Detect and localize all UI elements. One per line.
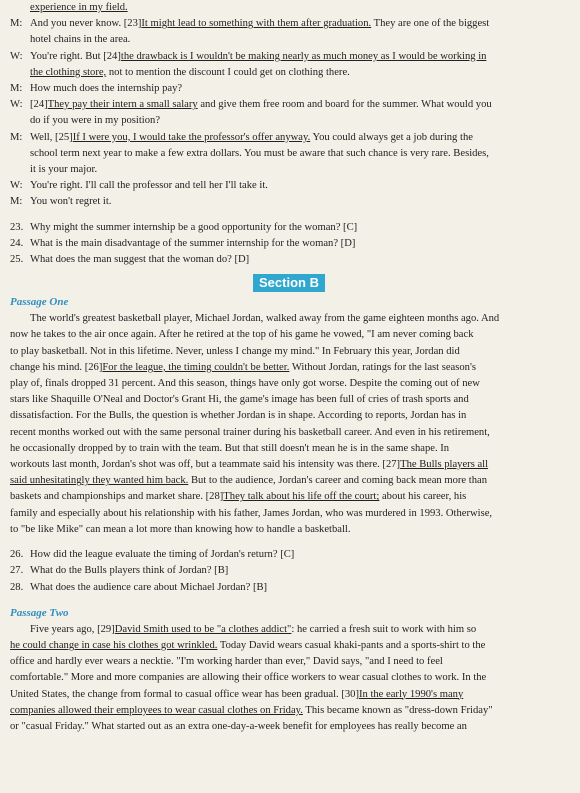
underlined-answer-text: They talk about his life off the court; (223, 491, 380, 503)
passage-line (10, 522, 568, 538)
text-run: family and especially about his relationship with his father, James Jordan, who was murdered in 1993. Otherwise, (10, 507, 493, 519)
underlined-answer-text: he could change in case his clothes got wrinkled. (10, 639, 218, 651)
passage-line (10, 687, 568, 703)
passage-two-text (10, 622, 568, 735)
text-run: Five years ago, [29] (30, 623, 115, 635)
question-number: 28. (10, 581, 24, 593)
text-run: do if you were in my position? (30, 115, 161, 127)
question-text: What does the man suggest that the woman do? [D] (30, 254, 250, 266)
text-run: stars like Shaquille O'Neal and Doctor's Grant Hi, the game's image has been full of cries of trash sports and (10, 394, 469, 406)
passage-line (10, 311, 568, 327)
text-run: baskets and championships and market share. [28] (10, 491, 224, 503)
text-run: to play basketball. Not in this lifetime. Never, unless I change my mind." In February this year, Jordan did (10, 345, 460, 357)
question-text: How did the league evaluate the timing of Jordan's return? [C] (30, 549, 295, 561)
passage-line (10, 327, 568, 343)
text-run: The world's greatest basketball player, Michael Jordan, walked away from the game eighteen months ago. And (30, 313, 500, 325)
speaker-label: W: (10, 50, 23, 62)
dialogue-line (10, 146, 568, 162)
text-run: and give them free room and board for the summer. What would you (197, 99, 492, 111)
speaker-label: M: (10, 131, 23, 143)
text-run: now he takes to the air once again. After he retired at the top of his game he vowed, "I am never coming back (10, 329, 474, 341)
question-item (10, 252, 568, 268)
question-text: Why might the summer internship be a good opportunity for the woman? [C] (30, 221, 358, 233)
question-item (10, 220, 568, 236)
question-item (10, 563, 568, 579)
text-run: United States, the change from formal to casual office wear has been gradual. [30] (10, 688, 359, 700)
text-run: They are one of the biggest (371, 18, 490, 30)
dialogue-block (10, 0, 568, 211)
text-run: [24] (30, 99, 48, 111)
questions-section-a (10, 220, 568, 269)
text-run: it is your major. (30, 164, 98, 176)
passage-line (10, 654, 568, 670)
text-run: Today David wears casual khaki-pants and a sports-shirt to the (217, 639, 486, 651)
passage-one-text (10, 311, 568, 538)
passage-line (10, 425, 568, 441)
underlined-answer-text: David Smith used to be "a clothes addict" (114, 623, 292, 635)
passage-line (10, 622, 568, 638)
text-run: not to mention the discount I could get on clothing there. (106, 66, 350, 78)
question-number: 25. (10, 254, 24, 266)
dialogue-line (10, 0, 568, 16)
passage-line (10, 489, 568, 505)
dialogue-line (10, 32, 568, 48)
underlined-answer-text: It might lead to something with them after graduation. (141, 18, 372, 30)
dialogue-line (10, 130, 568, 146)
text-run: change his mind. [26] (10, 361, 103, 373)
text-run: about his career, his (379, 491, 467, 503)
underlined-answer-text: said unhesitatingly they wanted him back. (10, 475, 189, 487)
speaker-label: W: (10, 99, 23, 111)
dialogue-line (10, 178, 568, 194)
question-item (10, 236, 568, 252)
speaker-label: M: (10, 18, 23, 30)
dialogue-line (10, 16, 568, 32)
underlined-answer-text: the drawback is I wouldn't be making nearly as much money as I would be working in (120, 50, 487, 62)
question-item (10, 580, 568, 596)
text-run: Without Jordan, ratings for the last season's (289, 361, 477, 373)
dialogue-line (10, 162, 568, 178)
text-run: office and hardly ever wears a necktie. "I'm working harder than ever," David says, "and I need to feel (10, 656, 443, 668)
passage-line (10, 344, 568, 360)
passage-line (10, 703, 568, 719)
text-run: : he carried a fresh suit to work with him so (291, 623, 477, 635)
passage-line (10, 506, 568, 522)
underlined-answer-text: experience in my field. (30, 2, 128, 13)
text-run: hotel chains in the area. (30, 34, 131, 46)
dialogue-line (10, 65, 568, 81)
speaker-label: W: (10, 180, 23, 192)
dialogue-line (10, 49, 568, 65)
question-text: What is the main disadvantage of the summer internship for the woman? [D] (30, 237, 356, 249)
question-number: 27. (10, 565, 24, 577)
text-run: This became known as "dress-down Friday" (302, 704, 493, 716)
speaker-label: M: (10, 83, 23, 95)
text-run: to "be like Mike" can mean a lot more than knowing how to handle a basketball. (10, 523, 351, 535)
passage-one-title: Passage One (10, 296, 69, 309)
text-run: And you never know. [23] (30, 18, 142, 30)
passage-line (10, 457, 568, 473)
text-run: Well, [25] (30, 131, 73, 143)
text-run: school term next year to make a few extra dollars. You must be aware that such chance is very rare. Besides, (30, 147, 489, 159)
underlined-answer-text: the clothing store, (30, 66, 107, 78)
text-run: comfortable." More and more companies are allowing their office workers to wear casual clothes to work. In the (10, 672, 487, 684)
passage-line (10, 473, 568, 489)
passage-line (10, 376, 568, 392)
text-run: You're right. But [24] (30, 50, 121, 62)
text-run: play of, finals dropped 31 percent. And this season, things have only got worse. Despite the coming out of new (10, 378, 480, 390)
text-run: or "casual Friday." What started out as an extra one-day-a-week benefit for employees has really become an (10, 720, 467, 732)
text-run: recent months worked out with the same personal trainer during his basketball career. And even in his retirement, (10, 426, 490, 438)
underlined-answer-text: If I were you, I would take the professor's offer anyway. (72, 131, 311, 143)
dialogue-line (10, 97, 568, 113)
passage-line (10, 441, 568, 457)
dialogue-line (10, 81, 568, 97)
passage-two-title: Passage Two (10, 606, 69, 619)
text-run: dissatisfaction. For the Bulls, the question is whether Jordan is in shape. According to reports, Jordan has in (10, 410, 467, 422)
underlined-answer-text: The Bulls players all (400, 459, 489, 471)
passage-line (10, 670, 568, 686)
passage-line (10, 719, 568, 735)
passage-one-questions (10, 547, 568, 596)
text-run: You're right. I'll call the professor and tell her I'll take it. (30, 180, 268, 192)
speaker-label: M: (10, 196, 23, 208)
text-run: You won't regret it. (30, 196, 112, 208)
text-run: You could always get a job during the (310, 131, 473, 143)
passage-line (10, 408, 568, 424)
underlined-answer-text: In the early 1990's many (358, 688, 464, 700)
section-b-heading-wrap (10, 274, 568, 292)
passage-line (10, 638, 568, 654)
question-text: What does the audience care about Michael Jordan? [B] (30, 581, 268, 593)
passage-line (10, 392, 568, 408)
text-run: workouts last month, Jordan's shot was off, but a teammate said his intensity was there. [27] (10, 459, 401, 471)
question-number: 26. (10, 549, 24, 561)
text-run: But to the audience, Jordan's career and coming back mean more than (188, 475, 488, 487)
question-number: 24. (10, 237, 24, 249)
text-run: he occasionally dropped by to train with the team. But that still doesn't mean he is in the same shape. In (10, 442, 450, 454)
underlined-answer-text: companies allowed their employees to wear casual clothes on Friday. (10, 704, 303, 716)
dialogue-line (10, 113, 568, 129)
question-text: What do the Bulls players think of Jordan? [B] (30, 565, 229, 577)
passage-line (10, 360, 568, 376)
text-run: How much does the internship pay? (30, 83, 183, 95)
underlined-answer-text: They pay their intern a small salary (47, 99, 198, 111)
underlined-answer-text: For the league, the timing couldn't be better. (102, 361, 290, 373)
question-number: 23. (10, 221, 24, 233)
section-b-heading: Section B (253, 274, 325, 292)
dialogue-line (10, 194, 568, 210)
question-item (10, 547, 568, 563)
